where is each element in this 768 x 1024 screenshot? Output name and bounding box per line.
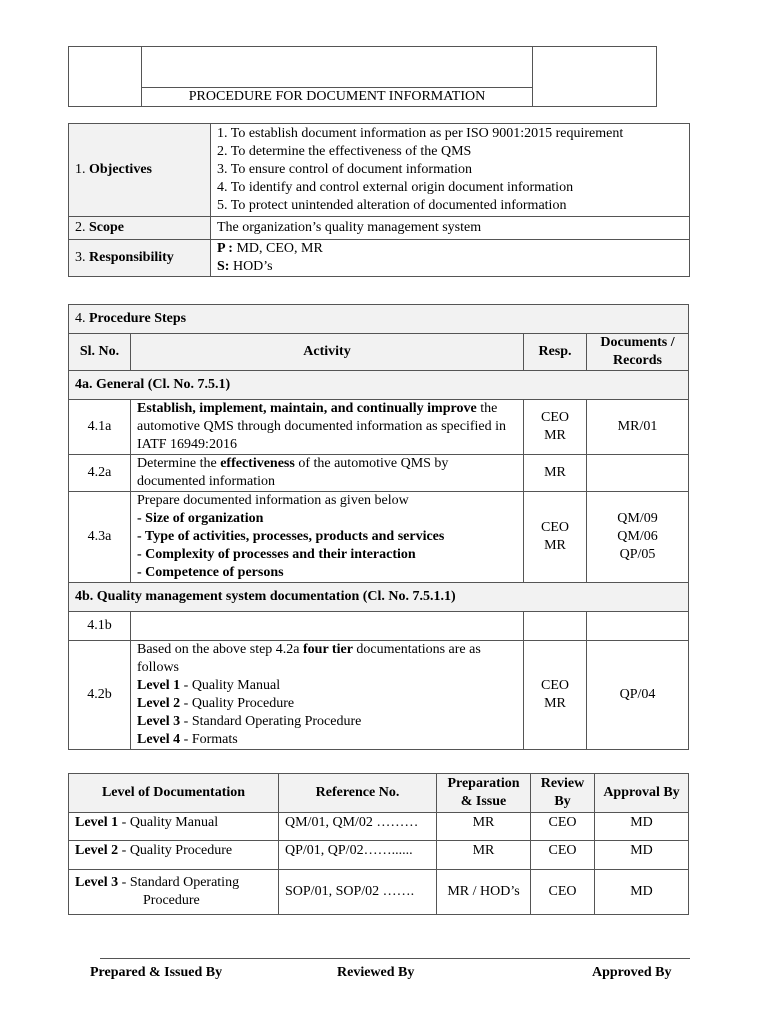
resp-cell: CEO MR <box>524 492 587 583</box>
responsibility-label: Responsibility <box>89 250 174 265</box>
table-row <box>69 400 689 455</box>
col-header-sl: Sl. No. <box>79 344 120 359</box>
activity-cell: Based on the above step 4.2a four tier documentations are as follows Level 1 - Quality Manual Level 2 - Quality Procedure Level 3 - Standard Operating Procedure Level 4 - Formats <box>131 641 524 750</box>
docs-cell: QM/09 QM/06 QP/05 <box>587 492 689 583</box>
reviewed-by-label: Reviewed By <box>337 965 415 980</box>
table-row <box>69 492 689 583</box>
header-doc-no-cell <box>533 47 657 107</box>
col-header-preparation: Preparation & Issue <box>447 776 520 809</box>
levels-table <box>68 773 689 915</box>
procedure-title-row <box>69 305 689 334</box>
reference-no: QM/01, QM/02 ……… <box>279 813 437 841</box>
secondary-value: HOD’s <box>229 259 273 274</box>
table-row <box>69 641 689 750</box>
section-row-qms-doc <box>69 583 689 612</box>
procedure-num: 4. <box>75 311 86 326</box>
table-row <box>69 612 689 641</box>
objectives-row <box>69 124 690 217</box>
resp-cell: CEO MR <box>524 400 587 455</box>
secondary-label: S: <box>217 259 230 274</box>
approval-by: MD <box>595 813 689 841</box>
objectives-label-cell <box>69 124 211 217</box>
primary-value: MD, CEO, MR <box>232 241 323 256</box>
header-logo-cell <box>69 47 142 107</box>
resp-cell <box>524 612 587 641</box>
primary-label: P : <box>217 241 233 256</box>
scope-row <box>69 217 690 240</box>
responsibility-num: 3. <box>75 250 86 265</box>
table-row: Level 1 - Quality Manual QM/01, QM/02 ……… MR CEO MD <box>69 813 689 841</box>
scope-label-cell <box>69 217 211 240</box>
section-title-qms-doc: 4b. Quality management system documentation (Cl. No. 7.5.1.1) <box>75 589 456 604</box>
section-title-general: 4a. General (Cl. No. 7.5.1) <box>75 377 231 392</box>
docs-cell <box>587 455 689 492</box>
responsibility-label-cell <box>69 240 211 277</box>
col-header-activity: Activity <box>303 344 351 359</box>
header-box <box>68 46 657 107</box>
reference-no: QP/01, QP/02……...... <box>279 841 437 870</box>
levels-header-row <box>69 774 689 813</box>
activity-cell <box>131 612 524 641</box>
objectives-label: Objectives <box>89 162 152 177</box>
responsibility-row <box>69 240 690 277</box>
approval-by: MD <box>595 841 689 870</box>
procedure-table <box>68 304 689 750</box>
procedure-header-row <box>69 334 689 371</box>
objectives-list <box>211 124 690 217</box>
approved-by-label: Approved By <box>592 965 672 980</box>
review-by: CEO <box>531 813 595 841</box>
activity-cell: Determine the effectiveness of the automotive QMS by documented information <box>131 455 524 492</box>
prep-issue: MR <box>437 813 531 841</box>
scope-num: 2. <box>75 220 86 235</box>
docs-cell: QP/04 <box>587 641 689 750</box>
col-header-review: Review By <box>540 776 585 809</box>
activity-cell: Prepare documented information as given below - Size of organization - Type of activities, processes, products and services - Complexity of processes and their interaction - Competence of persons <box>131 492 524 583</box>
sl-no: 4.1a <box>69 400 131 455</box>
docs-cell <box>587 612 689 641</box>
resp-cell: CEO MR <box>524 641 587 750</box>
objective-item: 2. To determine the effectiveness of the QMS <box>217 144 472 159</box>
col-header-resp: Resp. <box>538 344 572 359</box>
procedure-title-cell <box>69 305 689 334</box>
review-by: CEO <box>531 870 595 915</box>
reference-no: SOP/01, SOP/02 ……. <box>279 870 437 915</box>
approval-by: MD <box>595 870 689 915</box>
table-row: Level 3 - Standard Operating Procedure SOP/01, SOP/02 ……. MR / HOD’s CEO MD <box>69 870 689 915</box>
activity-cell: Establish, implement, maintain, and continually improve the automotive QMS through documented information as specified in IATF 16949:2016 <box>131 400 524 455</box>
col-header-approval: Approval By <box>603 785 680 800</box>
objective-item: 3. To ensure control of document information <box>217 162 472 177</box>
col-header-documents: Documents / Records <box>600 335 675 368</box>
col-header-reference: Reference No. <box>315 785 400 800</box>
info-table <box>68 123 690 277</box>
review-by: CEO <box>531 841 595 870</box>
scope-label: Scope <box>89 220 124 235</box>
prep-issue: MR <box>437 841 531 870</box>
prep-issue: MR / HOD’s <box>437 870 531 915</box>
footer-divider <box>100 958 690 959</box>
scope-value: The organization’s quality management system <box>211 217 690 240</box>
sl-no: 4.2a <box>69 455 131 492</box>
sl-no: 4.3a <box>69 492 131 583</box>
prepared-by-label: Prepared & Issued By <box>90 965 223 980</box>
section-row-general <box>69 371 689 400</box>
docs-cell: MR/01 <box>587 400 689 455</box>
sl-no: 4.2b <box>69 641 131 750</box>
objective-item: 4. To identify and control external origin document information <box>217 180 574 195</box>
objective-item: 1. To establish document information as per ISO 9001:2015 requirement <box>217 126 624 141</box>
objectives-num: 1. <box>75 162 86 177</box>
table-row: Level 2 - Quality Procedure QP/01, QP/02……...... MR CEO MD <box>69 841 689 870</box>
header-blank-cell <box>142 47 533 88</box>
objective-item: 5. To protect unintended alteration of documented information <box>217 198 567 213</box>
procedure-title: Procedure Steps <box>89 311 187 326</box>
responsibility-value <box>211 240 690 277</box>
sl-no: 4.1b <box>69 612 131 641</box>
col-header-level: Level of Documentation <box>101 785 246 800</box>
resp-cell: MR <box>524 455 587 492</box>
table-row <box>69 455 689 492</box>
page-title: PROCEDURE FOR DOCUMENT INFORMATION <box>142 88 533 107</box>
